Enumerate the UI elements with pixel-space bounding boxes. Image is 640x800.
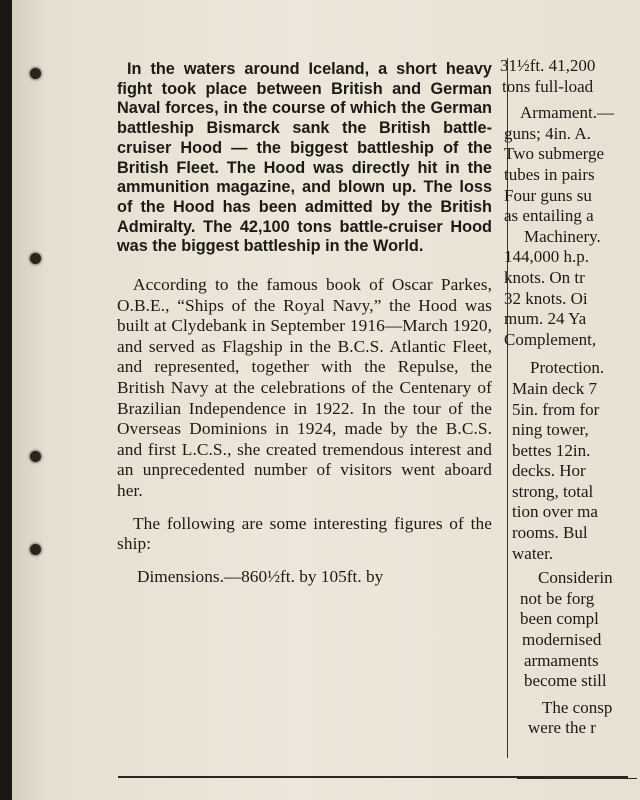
right-column-line: water.	[512, 543, 554, 563]
lead-paragraph: In the waters around Iceland, a short heavy fight took place between British and German Naval forces, in the course of which the German battleship Bismarck sank the British battle-cruiser Hood — the biggest battleship of the British Fleet. The Hood was directly hit in the ammunition magazine, and blown up. The loss of the Hood has been admitted by the British Admiralty. The 42,100 tons battle-cruiser Hood was the biggest battleship in the World.	[117, 60, 492, 256]
right-column-line: strong, total	[512, 481, 594, 501]
right-column-line: Considerin	[538, 568, 613, 588]
body-paragraph-history: According to the famous book of Oscar Parkes, O.B.E., “Ships of the Royal Navy,” the Hood was built at Clydebank in September 1916—March 1920, and served as Flagship in the B.C.S. Atlantic Fleet, and represented, together with the Repulse, the British Navy at the celebrations of the Centenary of Brazilian Independence in 1922. In the tour of the Overseas Dominions in 1924, made by the B.C.S. and first L.C.S., she created tremendous interest and an unprecedented number of visitors went aboard her.	[117, 275, 492, 500]
right-column-line: not be forg	[520, 588, 595, 608]
right-column-line: modernised	[522, 630, 602, 650]
right-column-line: 31½ft. 41,200	[500, 56, 596, 75]
binding-hole	[30, 68, 41, 79]
right-column-line: bettes 12in.	[512, 440, 591, 460]
right-column-line: 144,000 h.p.	[504, 247, 589, 267]
right-column-line: Armament.—	[520, 103, 614, 123]
right-column-line: 5in. from for	[512, 399, 600, 419]
article-left-column	[117, 60, 492, 587]
right-column-line: mum. 24 Ya	[504, 309, 587, 329]
right-column-line: Main deck 7	[512, 378, 597, 398]
right-column-line: were the r	[528, 718, 596, 738]
right-column-line: decks. Hor	[512, 461, 586, 481]
right-column-line: Two submerge	[504, 144, 605, 164]
right-column-line: as entailing a	[504, 206, 594, 226]
binding-hole	[30, 253, 41, 264]
bottom-rule-right	[517, 778, 637, 779]
right-column-line: Complement,	[504, 329, 597, 349]
binding-hole	[30, 544, 41, 555]
right-column-line: Protection.	[530, 358, 605, 378]
right-column-line: tion over ma	[512, 502, 598, 522]
right-column-line: Machinery.	[524, 226, 601, 246]
right-column-line: guns; 4in. A.	[504, 123, 591, 143]
right-column-line: tons full-load	[502, 76, 594, 96]
article-right-column	[500, 56, 640, 739]
dimensions-line: Dimensions.—860½ft. by 105ft. by	[137, 566, 384, 586]
right-column-line: been compl	[520, 609, 599, 629]
right-column-line: rooms. Bul	[512, 523, 588, 543]
right-column-line: The consp	[542, 697, 613, 717]
body-paragraph-figures-intro: The following are some interesting figures of the ship:	[117, 513, 492, 554]
right-column-line: ning tower,	[512, 420, 589, 440]
right-column-line: knots. On tr	[504, 267, 585, 287]
binding-hole	[30, 451, 41, 462]
right-column-line: become still	[524, 671, 607, 691]
right-column-line: Four guns su	[504, 185, 592, 205]
right-column-line: 32 knots. Oi	[504, 288, 588, 308]
right-column-line: tubes in pairs	[504, 164, 595, 184]
right-column-line: armaments	[524, 650, 599, 670]
